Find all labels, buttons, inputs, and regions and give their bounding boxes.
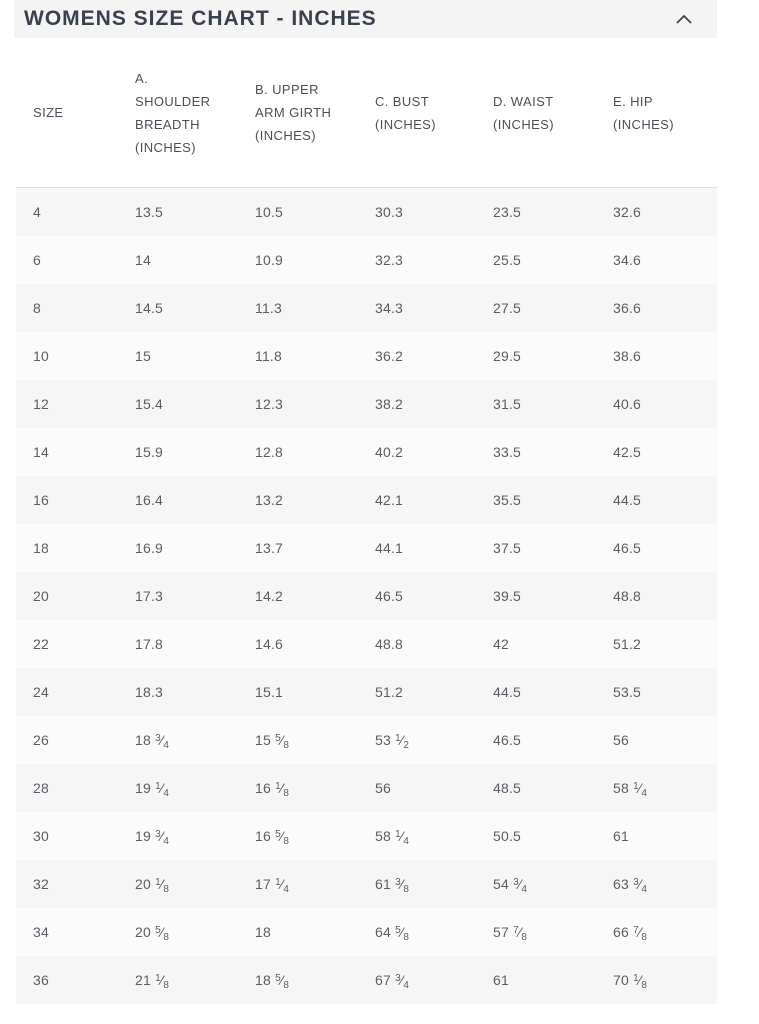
table-cell: 36.6 bbox=[613, 300, 642, 316]
table-cell: 18 $^5⁄_8$ bbox=[255, 972, 290, 991]
table-cell: 17.3 bbox=[135, 588, 164, 604]
table-cell: 14 bbox=[135, 252, 151, 268]
table-cell: 37.5 bbox=[493, 540, 522, 556]
table-cell: 4 bbox=[33, 204, 41, 220]
column-header: B. UPPER ARM GIRTH (INCHES) bbox=[238, 38, 358, 188]
table-cell: 15 $^5⁄_8$ bbox=[255, 732, 290, 751]
table-cell: 50.5 bbox=[493, 828, 522, 844]
table-cell: 18 bbox=[255, 924, 271, 940]
table-row bbox=[16, 860, 717, 908]
table-cell: 8 bbox=[33, 300, 41, 316]
table-cell: 28 bbox=[33, 780, 49, 796]
table-row bbox=[16, 956, 717, 1004]
table-cell: 16 $^1⁄_8$ bbox=[255, 780, 290, 799]
table-cell: 32 bbox=[33, 876, 49, 892]
table-cell: 46.5 bbox=[375, 588, 404, 604]
table-cell: 36 bbox=[33, 972, 49, 988]
column-header: A. SHOULDER BREADTH (INCHES) bbox=[118, 38, 238, 188]
table-cell: 54 $^3⁄_4$ bbox=[493, 876, 528, 895]
table-cell: 34.6 bbox=[613, 252, 642, 268]
size-table-header bbox=[16, 38, 717, 188]
table-cell: 64 $^5⁄_8$ bbox=[375, 924, 410, 943]
table-cell: 53.5 bbox=[613, 684, 642, 700]
table-cell: 56 bbox=[375, 780, 391, 796]
table-row bbox=[16, 524, 717, 572]
table-cell: 12 bbox=[33, 396, 49, 412]
table-cell: 30.3 bbox=[375, 204, 404, 220]
table-cell: 15.4 bbox=[135, 396, 164, 412]
table-cell: 63 $^3⁄_4$ bbox=[613, 876, 648, 895]
table-cell: 53 $^1⁄_2$ bbox=[375, 732, 410, 751]
table-cell: 15 bbox=[135, 348, 151, 364]
table-row bbox=[16, 620, 717, 668]
table-cell: 40.2 bbox=[375, 444, 404, 460]
table-cell: 61 $^3⁄_8$ bbox=[375, 876, 410, 895]
table-row bbox=[16, 764, 717, 812]
size-chart-table-container bbox=[16, 38, 717, 1004]
table-row bbox=[16, 908, 717, 956]
table-row bbox=[16, 380, 717, 428]
table-cell: 12.8 bbox=[255, 444, 284, 460]
table-cell: 48.8 bbox=[375, 636, 404, 652]
table-cell: 10.9 bbox=[255, 252, 284, 268]
chevron-up-icon[interactable] bbox=[676, 13, 692, 25]
table-cell: 11.8 bbox=[255, 348, 283, 364]
table-cell: 38.2 bbox=[375, 396, 404, 412]
size-chart-accordion-header[interactable] bbox=[14, 0, 717, 38]
table-cell: 57 $^7⁄_8$ bbox=[493, 924, 528, 943]
column-header: D. WAIST (INCHES) bbox=[476, 38, 596, 188]
table-cell: 29.5 bbox=[493, 348, 522, 364]
table-cell: 56 bbox=[613, 732, 629, 748]
table-cell: 15.9 bbox=[135, 444, 164, 460]
table-row bbox=[16, 284, 717, 332]
table-cell: 61 bbox=[613, 828, 629, 844]
table-row bbox=[16, 188, 717, 237]
table-row bbox=[16, 716, 717, 764]
table-row bbox=[16, 236, 717, 284]
table-cell: 46.5 bbox=[613, 540, 642, 556]
table-cell: 20 $^1⁄_8$ bbox=[135, 876, 170, 895]
table-cell: 19 $^3⁄_4$ bbox=[135, 828, 170, 847]
table-cell: 18 bbox=[33, 540, 49, 556]
table-cell: 32.3 bbox=[375, 252, 404, 268]
table-cell: 12.3 bbox=[255, 396, 284, 412]
table-cell: 20 bbox=[33, 588, 49, 604]
column-header: SIZE bbox=[16, 38, 118, 188]
column-header: E. HIP (INCHES) bbox=[596, 38, 717, 188]
table-cell: 34 bbox=[33, 924, 49, 940]
table-row bbox=[16, 572, 717, 620]
table-cell: 42.1 bbox=[375, 492, 404, 508]
table-cell: 39.5 bbox=[493, 588, 522, 604]
table-cell: 51.2 bbox=[613, 636, 642, 652]
table-cell: 11.3 bbox=[255, 300, 283, 316]
table-cell: 42.5 bbox=[613, 444, 642, 460]
table-cell: 27.5 bbox=[493, 300, 522, 316]
table-cell: 58 $^1⁄_4$ bbox=[613, 780, 648, 799]
table-cell: 13.5 bbox=[135, 204, 164, 220]
table-cell: 25.5 bbox=[493, 252, 522, 268]
table-cell: 14.2 bbox=[255, 588, 284, 604]
table-cell: 18 $^3⁄_4$ bbox=[135, 732, 170, 751]
table-cell: 24 bbox=[33, 684, 49, 700]
header-row bbox=[16, 38, 717, 188]
table-row bbox=[16, 428, 717, 476]
table-cell: 23.5 bbox=[493, 204, 522, 220]
table-cell: 44.5 bbox=[613, 492, 642, 508]
table-cell: 19 $^1⁄_4$ bbox=[135, 780, 170, 799]
table-cell: 44.1 bbox=[375, 540, 404, 556]
table-cell: 38.6 bbox=[613, 348, 642, 364]
size-table-body bbox=[16, 188, 717, 1005]
table-cell: 51.2 bbox=[375, 684, 404, 700]
table-cell: 18.3 bbox=[135, 684, 164, 700]
table-cell: 61 bbox=[493, 972, 509, 988]
size-chart-title: WOMENS SIZE CHART - INCHES bbox=[24, 7, 377, 30]
table-cell: 17.8 bbox=[135, 636, 164, 652]
table-cell: 32.6 bbox=[613, 204, 642, 220]
table-cell: 22 bbox=[33, 636, 49, 652]
table-cell: 40.6 bbox=[613, 396, 642, 412]
table-cell: 70 $^1⁄_8$ bbox=[613, 972, 648, 991]
table-cell: 16 bbox=[33, 492, 49, 508]
table-cell: 58 $^1⁄_4$ bbox=[375, 828, 410, 847]
table-cell: 6 bbox=[33, 252, 41, 268]
table-cell: 14.6 bbox=[255, 636, 284, 652]
table-cell: 35.5 bbox=[493, 492, 522, 508]
table-cell: 16.9 bbox=[135, 540, 164, 556]
table-cell: 66 $^7⁄_8$ bbox=[613, 924, 648, 943]
table-cell: 13.7 bbox=[255, 540, 284, 556]
table-cell: 67 $^3⁄_4$ bbox=[375, 972, 410, 991]
table-cell: 21 $^1⁄_8$ bbox=[135, 972, 170, 991]
table-cell: 48.5 bbox=[493, 780, 522, 796]
table-cell: 48.8 bbox=[613, 588, 642, 604]
table-row bbox=[16, 668, 717, 716]
table-cell: 36.2 bbox=[375, 348, 404, 364]
size-table bbox=[16, 38, 717, 1004]
column-header: C. BUST (INCHES) bbox=[358, 38, 476, 188]
table-cell: 13.2 bbox=[255, 492, 284, 508]
table-row bbox=[16, 476, 717, 524]
table-cell: 16 $^5⁄_8$ bbox=[255, 828, 290, 847]
table-cell: 20 $^5⁄_8$ bbox=[135, 924, 170, 943]
table-row bbox=[16, 812, 717, 860]
table-cell: 42 bbox=[493, 636, 509, 652]
table-cell: 14 bbox=[33, 444, 49, 460]
table-cell: 46.5 bbox=[493, 732, 522, 748]
table-cell: 14.5 bbox=[135, 300, 164, 316]
table-cell: 34.3 bbox=[375, 300, 404, 316]
table-cell: 16.4 bbox=[135, 492, 164, 508]
table-cell: 44.5 bbox=[493, 684, 522, 700]
table-cell: 15.1 bbox=[255, 684, 284, 700]
table-cell: 10 bbox=[33, 348, 49, 364]
table-cell: 33.5 bbox=[493, 444, 522, 460]
table-cell: 17 $^1⁄_4$ bbox=[255, 876, 290, 895]
table-cell: 26 bbox=[33, 732, 49, 748]
table-cell: 10.5 bbox=[255, 204, 284, 220]
table-cell: 30 bbox=[33, 828, 49, 844]
table-row bbox=[16, 332, 717, 380]
table-cell: 31.5 bbox=[493, 396, 522, 412]
